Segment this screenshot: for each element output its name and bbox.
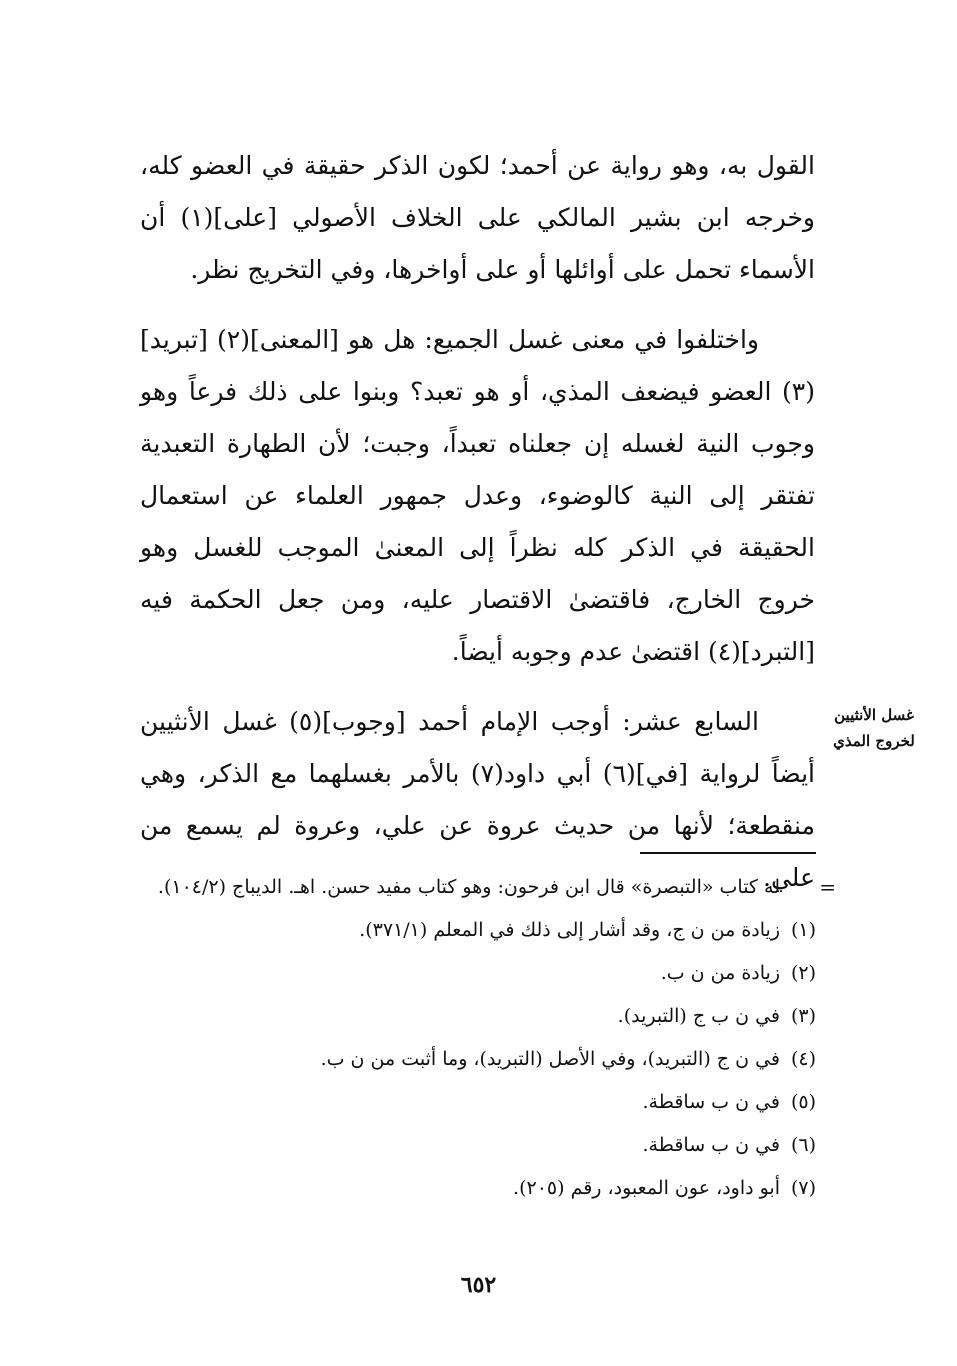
footnote-item [140, 909, 830, 952]
footnote-text: أبو داود، عون المعبود، رقم (٢٠٥). [513, 1177, 780, 1199]
footnote-item [140, 1081, 830, 1124]
footnote-item [140, 995, 830, 1038]
page-number: ٦٥٢ [460, 1272, 497, 1298]
continuation-text: له كتاب «التبصرة» قال ابن فرحون: وهو كتاب مفيد حسن. اهـ. الديباج (١٠٤/٢). [157, 876, 780, 898]
footnote-text: في ن ب ساقطة. [642, 1091, 780, 1113]
footnote-text: في ن ج (التبريد)، وفي الأصل (التبريد)، وما أثبت من ن ب. [320, 1048, 780, 1070]
footnote-item [140, 1124, 830, 1167]
margin-note-line-1: غسل الأنثيين [834, 706, 914, 724]
footnote-continuation [140, 866, 836, 909]
footnote-number: (٧) [790, 1177, 816, 1199]
footnote-number: (٤) [790, 1048, 816, 1070]
paragraph-2: واختلفوا في معنى غسل الجميع: هل هو [المعنى](٢) [تبريد](٣) العضو فيضعف المذي، أو هو تعبد؟ وبنوا على ذلك فرعاً وهو وجوب النية لغسله إن جعلناه تعبداً، وجبت؛ لأن الطهارة التعبدية تفتقر إلى النية كالوضوء، وعدل جمهور العلماء عن استعمال الحقيقة في الذكر كله نظراً إلى المعنىٰ الموجب للغسل وهو خروج الخارج، فاقتضىٰ الاقتصار عليه، ومن جعل الحكمة فيه [التبرد](٤) اقتضىٰ عدم وجوبه أيضاً. [140, 325, 815, 666]
continuation-marker: = [819, 875, 836, 899]
main-text [140, 140, 815, 922]
paragraph-3: السابع عشر: أوجب الإمام أحمد [وجوب](٥) غسل الأنثيين أيضاً لرواية [في](٦) أبي داود(٧) بالأمر بغسلهما مع الذكر، وهي منقطعة؛ لأنها من حديث عروة عن علي، وعروة لم يسمع من علي. [140, 707, 816, 892]
footnote-number: (٥) [790, 1091, 816, 1113]
margin-note-line-2: لخروج المذي [833, 732, 915, 750]
footnote-number: (١) [790, 919, 816, 941]
footnote-number: (٦) [790, 1134, 816, 1156]
margin-note [828, 702, 920, 754]
footnote-text: في ن ب ساقطة. [642, 1134, 780, 1156]
footnote-text: زيادة من ن ج، وقد أشار إلى ذلك في المعلم (٣٧١/١). [359, 919, 780, 941]
footnote-item [140, 1038, 830, 1081]
footnote-item [140, 1167, 830, 1210]
footnote-divider [640, 852, 816, 854]
footnote-text: زيادة من ن ب. [660, 962, 780, 984]
footnote-item [140, 952, 830, 995]
footnote-text: في ن ب ج (التبريد). [617, 1005, 780, 1027]
footnote-number: (٢) [790, 962, 816, 984]
footnote-number: (٣) [790, 1005, 816, 1027]
footnotes [140, 866, 836, 1210]
paragraph-1: القول به، وهو رواية عن أحمد؛ لكون الذكر حقيقة في العضو كله، وخرجه ابن بشير المالكي على الخلاف الأصولي [على](١) أن الأسماء تحمل على أوائلها أو على أواخرها، وفي التخريج نظر. [140, 151, 815, 284]
